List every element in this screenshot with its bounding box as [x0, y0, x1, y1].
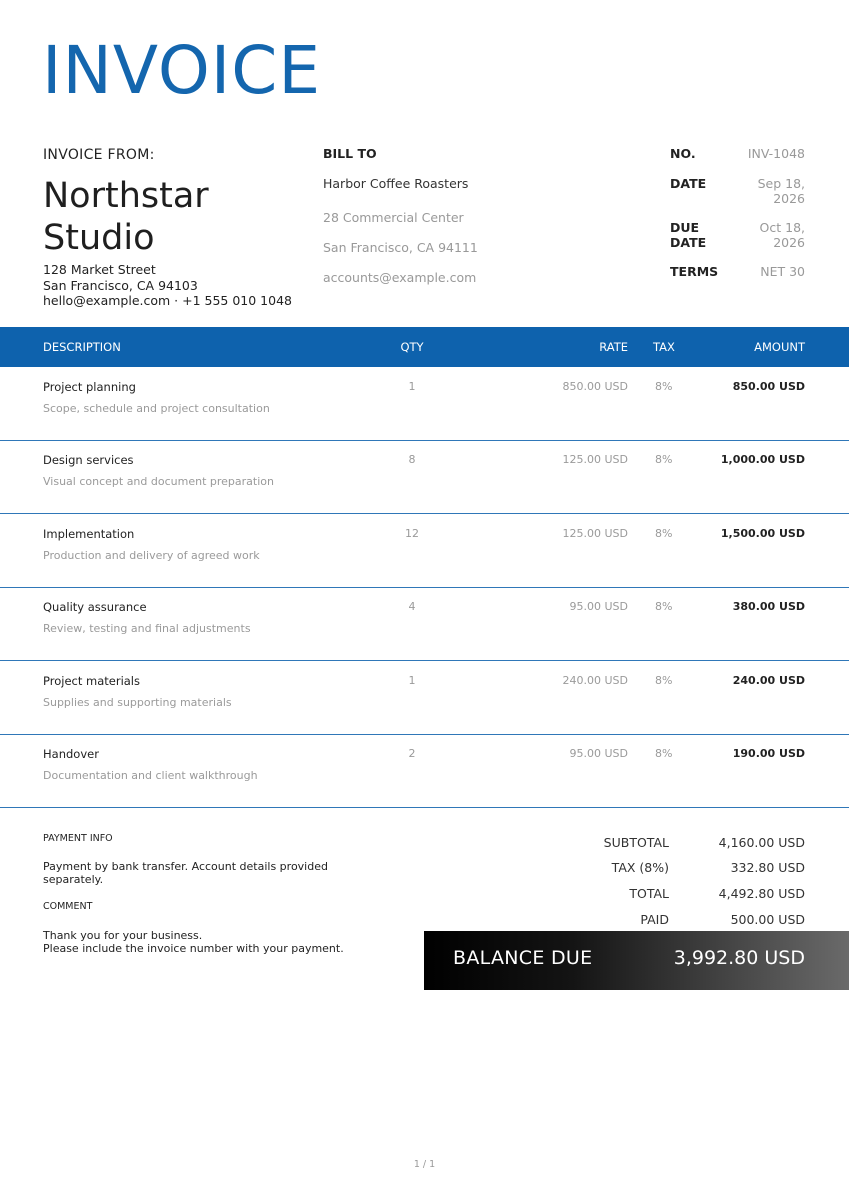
subtotal-value: 4,160.00 USD — [718, 835, 805, 850]
comment-text — [43, 929, 344, 955]
company-name: Northstar Studio — [43, 176, 209, 258]
bill-to-label: BILL TO — [323, 146, 377, 161]
company-contact: hello@example.com · +1 555 010 1048 — [43, 293, 292, 308]
item-detail: Visual concept and document preparation — [43, 475, 274, 488]
bill-to-street: 28 Commercial Center — [323, 210, 464, 225]
balance-due-bar — [424, 931, 849, 990]
bill-to-email: accounts@example.com — [323, 270, 477, 285]
item-detail: Supplies and supporting materials — [43, 696, 232, 709]
due-date-label — [670, 220, 706, 250]
company-street: 128 Market Street — [43, 262, 156, 277]
item-qty: 12 — [405, 527, 419, 540]
header-description: DESCRIPTION — [43, 340, 121, 354]
item-rate: 125.00 USD — [562, 527, 628, 540]
company-address — [43, 262, 292, 309]
table-row — [0, 587, 849, 661]
payment-info-label: PAYMENT INFO — [43, 833, 113, 844]
total-label: TOTAL — [629, 886, 669, 901]
balance-due-value: 3,992.80 USD — [673, 947, 805, 969]
item-amount: 380.00 USD — [732, 600, 805, 613]
item-amount: 190.00 USD — [732, 747, 805, 760]
page-number: 1 / 1 — [413, 1159, 436, 1170]
item-detail: Scope, schedule and project consultation — [43, 402, 270, 415]
header-rate: RATE — [599, 340, 628, 354]
item-tax: 8% — [655, 453, 673, 466]
item-rate: 850.00 USD — [562, 380, 628, 393]
item-rate: 125.00 USD — [562, 453, 628, 466]
tax-label: TAX (8%) — [611, 860, 669, 875]
item-description: Design services — [43, 453, 134, 467]
item-amount: 240.00 USD — [732, 674, 805, 687]
invoice-date-line-1: Sep 18, — [757, 176, 805, 191]
comment-line-1: Thank you for your business. — [43, 929, 203, 942]
due-date-label-line-2: DATE — [670, 235, 707, 250]
terms-value: NET 30 — [760, 264, 805, 279]
comment-label: COMMENT — [43, 901, 93, 912]
comment-line-2: Please include the invoice number with your payment. — [43, 942, 344, 955]
invoice-title: INVOICE — [42, 32, 322, 109]
due-date-label-line-1: DUE — [670, 220, 700, 235]
item-tax: 8% — [655, 747, 673, 760]
item-description: Project materials — [43, 674, 140, 688]
header-tax: TAX — [653, 340, 675, 354]
table-row — [0, 367, 849, 441]
item-amount: 1,500.00 USD — [720, 527, 805, 540]
item-qty: 8 — [408, 453, 416, 466]
terms-label: TERMS — [670, 264, 719, 279]
item-detail: Review, testing and final adjustments — [43, 622, 251, 635]
invoice-date-value — [758, 176, 805, 206]
invoice-number-label: NO. — [670, 146, 696, 161]
invoice-date-line-2: 2026 — [773, 191, 805, 206]
item-rate: 95.00 USD — [569, 747, 628, 760]
total-value: 4,492.80 USD — [718, 886, 805, 901]
item-description: Quality assurance — [43, 600, 147, 614]
invoice-date-label: DATE — [670, 176, 707, 191]
item-detail: Production and delivery of agreed work — [43, 549, 260, 562]
payment-info-text: Payment by bank transfer. Account details provided separately. — [43, 860, 328, 886]
table-row — [0, 734, 849, 808]
table-row — [0, 661, 849, 735]
bill-to-name: Harbor Coffee Roasters — [323, 176, 469, 191]
item-description: Implementation — [43, 527, 135, 541]
paid-label: PAID — [640, 912, 669, 927]
item-qty: 1 — [408, 380, 416, 393]
invoice-from-label: INVOICE FROM: — [43, 147, 155, 163]
tax-value: 332.80 USD — [730, 860, 805, 875]
balance-due-label: BALANCE DUE — [453, 947, 593, 969]
item-description: Project planning — [43, 380, 136, 394]
bill-to-city: San Francisco, CA 94111 — [323, 240, 478, 255]
item-tax: 8% — [655, 527, 673, 540]
header-qty: QTY — [400, 340, 424, 354]
table-row — [0, 440, 849, 514]
item-tax: 8% — [655, 380, 673, 393]
item-rate: 95.00 USD — [569, 600, 628, 613]
item-qty: 4 — [408, 600, 416, 613]
due-date-value — [760, 220, 805, 250]
header-amount: AMOUNT — [754, 340, 805, 354]
item-amount: 850.00 USD — [732, 380, 805, 393]
paid-value: 500.00 USD — [730, 912, 805, 927]
item-amount: 1,000.00 USD — [720, 453, 805, 466]
item-tax: 8% — [655, 600, 673, 613]
item-description: Handover — [43, 747, 99, 761]
item-tax: 8% — [655, 674, 673, 687]
subtotal-label: SUBTOTAL — [603, 835, 669, 850]
table-row — [0, 514, 849, 588]
item-qty: 2 — [408, 747, 416, 760]
due-date-line-2: 2026 — [773, 235, 805, 250]
invoice-number-value: INV-1048 — [747, 146, 805, 161]
item-rate: 240.00 USD — [562, 674, 628, 687]
company-city: San Francisco, CA 94103 — [43, 277, 198, 293]
item-qty: 1 — [408, 674, 416, 687]
table-header — [0, 327, 849, 367]
item-detail: Documentation and client walkthrough — [43, 769, 258, 782]
due-date-line-1: Oct 18, — [759, 220, 805, 235]
